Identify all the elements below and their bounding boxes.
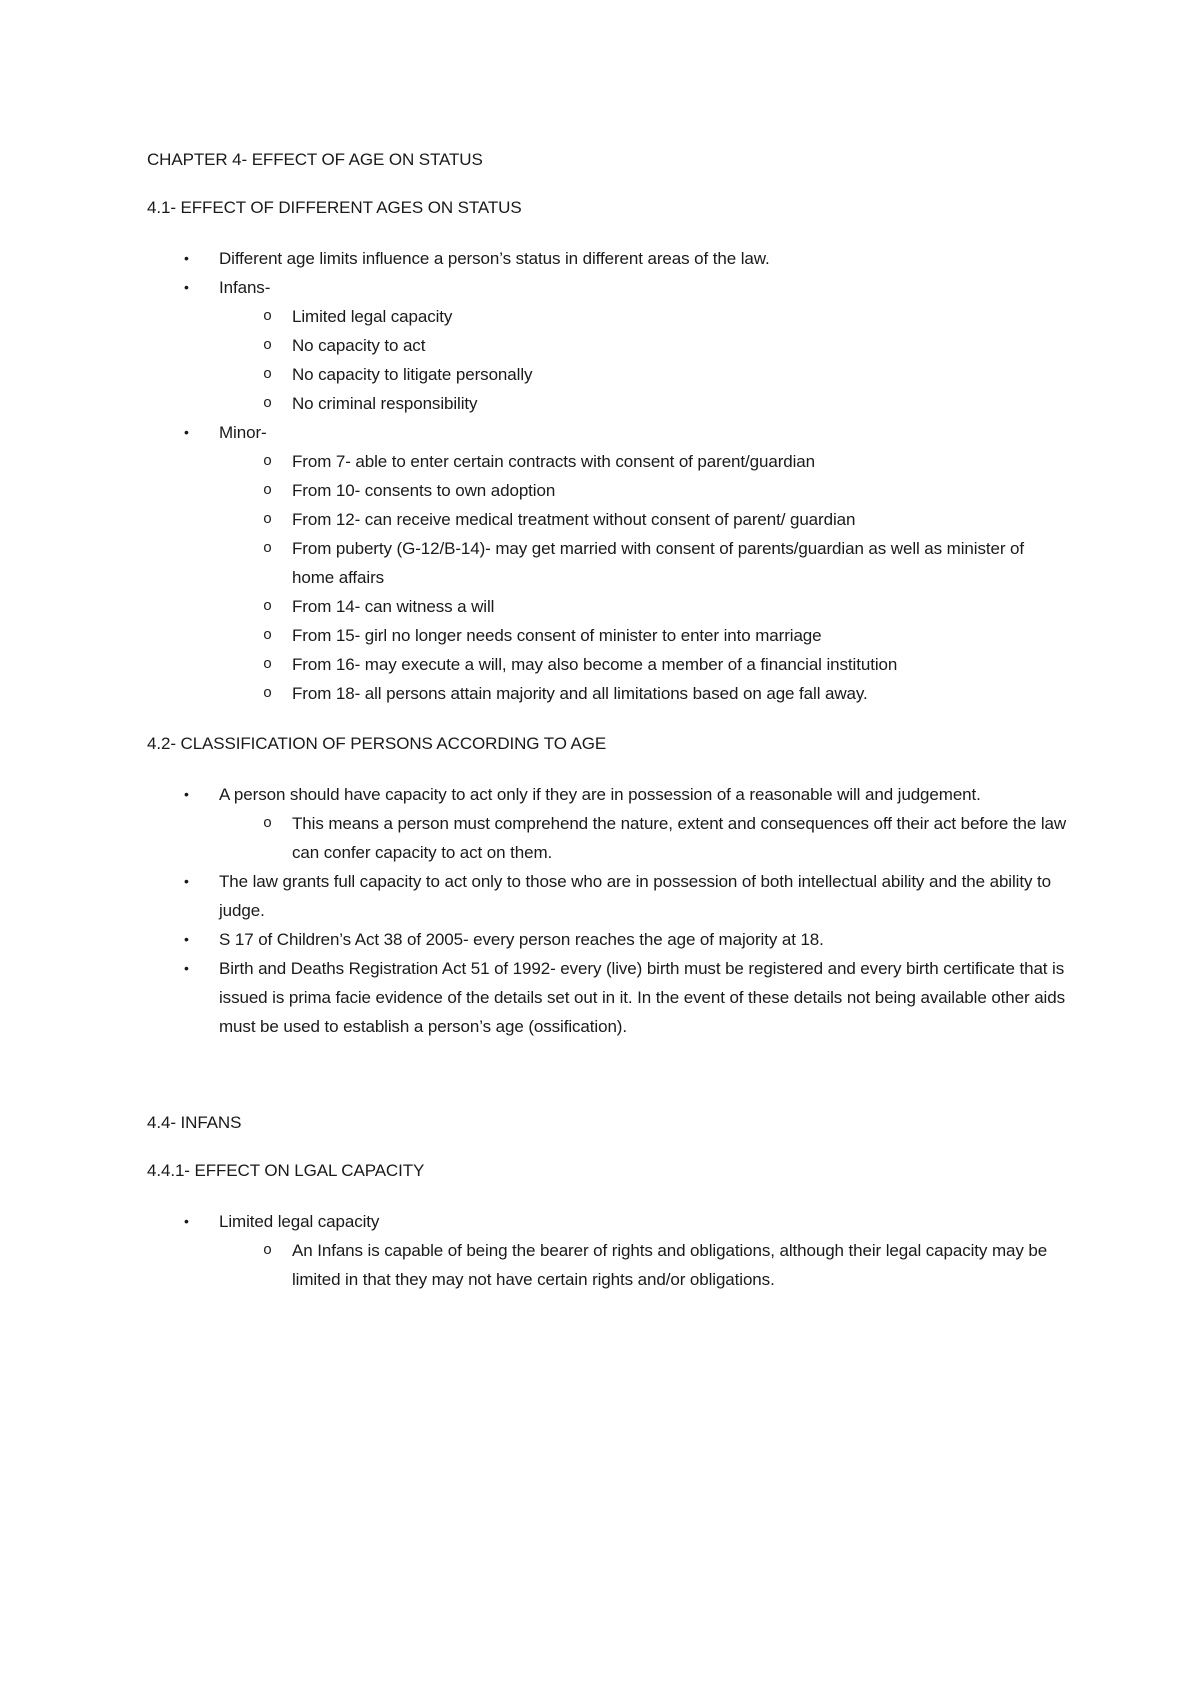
sub-bullet-icon: o [263, 366, 272, 383]
sub-list-item [219, 592, 1067, 621]
sub-list-item [219, 447, 1067, 476]
bullet-icon: • [184, 424, 189, 440]
infans-sublist [219, 302, 1067, 418]
bullet-icon: • [184, 931, 189, 947]
sub-list-item [219, 809, 1067, 867]
sub-bullet-icon: o [263, 337, 272, 354]
sub-list-item [219, 534, 1067, 592]
sub-bullet-icon: o [263, 453, 272, 470]
list-item [147, 273, 1067, 418]
list-item [147, 418, 1067, 708]
sub-list-item-text: No capacity to act [292, 336, 426, 355]
list-item [147, 954, 1067, 1041]
list-item [147, 244, 1067, 273]
section-4-1-heading: 4.1- EFFECT OF DIFFERENT AGES ON STATUS [147, 198, 522, 217]
sub-bullet-icon: o [263, 482, 272, 499]
section-4-2-list [147, 780, 1067, 1041]
list-item [147, 1207, 1067, 1294]
section-4-4-heading: 4.4- INFANS [147, 1113, 242, 1132]
list-item [147, 925, 1067, 954]
section-4-4-1-heading: 4.4.1- EFFECT ON LGAL CAPACITY [147, 1161, 425, 1180]
bullet-icon: • [184, 873, 189, 889]
sub-bullet-icon: o [263, 511, 272, 528]
sub-bullet-icon: o [263, 656, 272, 673]
sub-bullet-icon: o [263, 815, 272, 832]
minor-sublist [219, 447, 1067, 708]
sub-list-item [219, 621, 1067, 650]
sub-list-item-text: From 12- can receive medical treatment without consent of parent/ guardian [292, 510, 856, 529]
sub-list-item [219, 650, 1067, 679]
list-item-text: A person should have capacity to act only if they are in possession of a reasonable will and judgement. [219, 785, 981, 804]
list-item-text: Limited legal capacity [219, 1212, 380, 1231]
sub-bullet-icon: o [263, 308, 272, 325]
sub-list-item [219, 302, 1067, 331]
sub-list-item-text: From 18- all persons attain majority and all limitations based on age fall away. [292, 684, 868, 703]
list-item [147, 867, 1067, 925]
sub-list-item [219, 679, 1067, 708]
sub-list-item-text: From 15- girl no longer needs consent of minister to enter into marriage [292, 626, 822, 645]
sub-list-item-text: An Infans is capable of being the bearer of rights and obligations, although their legal capacity may be limited in that they may not have certain rights and/or obligations. [292, 1241, 1048, 1289]
sub-bullet-icon: o [263, 1242, 272, 1259]
list-item-text: The law grants full capacity to act only to those who are in possession of both intellectual ability and the ability to judge. [219, 872, 1051, 920]
bullet-icon: • [184, 786, 189, 802]
list-item-text: Birth and Deaths Registration Act 51 of 1992- every (live) birth must be registered and every birth certificate that is issued is prima facie evidence of the details set out in it. In the event of these details not being available other aids must be used to establish a person’s age (ossification). [219, 959, 1065, 1036]
sub-list-item [219, 476, 1067, 505]
bullet-icon: • [184, 250, 189, 266]
sub-list-item [219, 360, 1067, 389]
sub-bullet-icon: o [263, 540, 272, 557]
sub-list-item-text: This means a person must comprehend the nature, extent and consequences off their act before the law can confer capacity to act on them. [292, 814, 1067, 862]
bullet-icon: • [184, 279, 189, 295]
list-item [147, 780, 1067, 867]
capacity-sublist [219, 809, 1067, 867]
sub-list-item [219, 331, 1067, 360]
bullet-icon: • [184, 1213, 189, 1229]
sub-bullet-icon: o [263, 627, 272, 644]
section-4-2-heading: 4.2- CLASSIFICATION OF PERSONS ACCORDING TO AGE [147, 734, 607, 753]
chapter-title: CHAPTER 4- EFFECT OF AGE ON STATUS [147, 150, 483, 169]
document-content [147, 148, 1067, 1318]
list-item-text: Minor- [219, 423, 267, 442]
sub-list-item-text: From 16- may execute a will, may also become a member of a financial institution [292, 655, 898, 674]
list-item-text: Different age limits influence a person’s status in different areas of the law. [219, 249, 770, 268]
list-item-text: S 17 of Children’s Act 38 of 2005- every person reaches the age of majority at 18. [219, 930, 824, 949]
sub-list-item [219, 505, 1067, 534]
sub-list-item [219, 389, 1067, 418]
sub-list-item-text: No criminal responsibility [292, 394, 478, 413]
section-4-1-list [147, 244, 1067, 708]
sub-list-item-text: From 7- able to enter certain contracts with consent of parent/guardian [292, 452, 816, 471]
sub-list-item [219, 1236, 1067, 1294]
sub-list-item-text: From 10- consents to own adoption [292, 481, 556, 500]
sub-bullet-icon: o [263, 395, 272, 412]
sub-list-item-text: From puberty (G-12/B-14)- may get married with consent of parents/guardian as well as minister of home affairs [292, 539, 1024, 587]
infans-capacity-sublist [219, 1236, 1067, 1294]
sub-list-item-text: Limited legal capacity [292, 307, 453, 326]
section-4-4-1-list [147, 1207, 1067, 1294]
bullet-icon: • [184, 960, 189, 976]
sub-list-item-text: From 14- can witness a will [292, 597, 495, 616]
sub-bullet-icon: o [263, 598, 272, 615]
list-item-text: Infans- [219, 278, 271, 297]
sub-bullet-icon: o [263, 685, 272, 702]
sub-list-item-text: No capacity to litigate personally [292, 365, 533, 384]
